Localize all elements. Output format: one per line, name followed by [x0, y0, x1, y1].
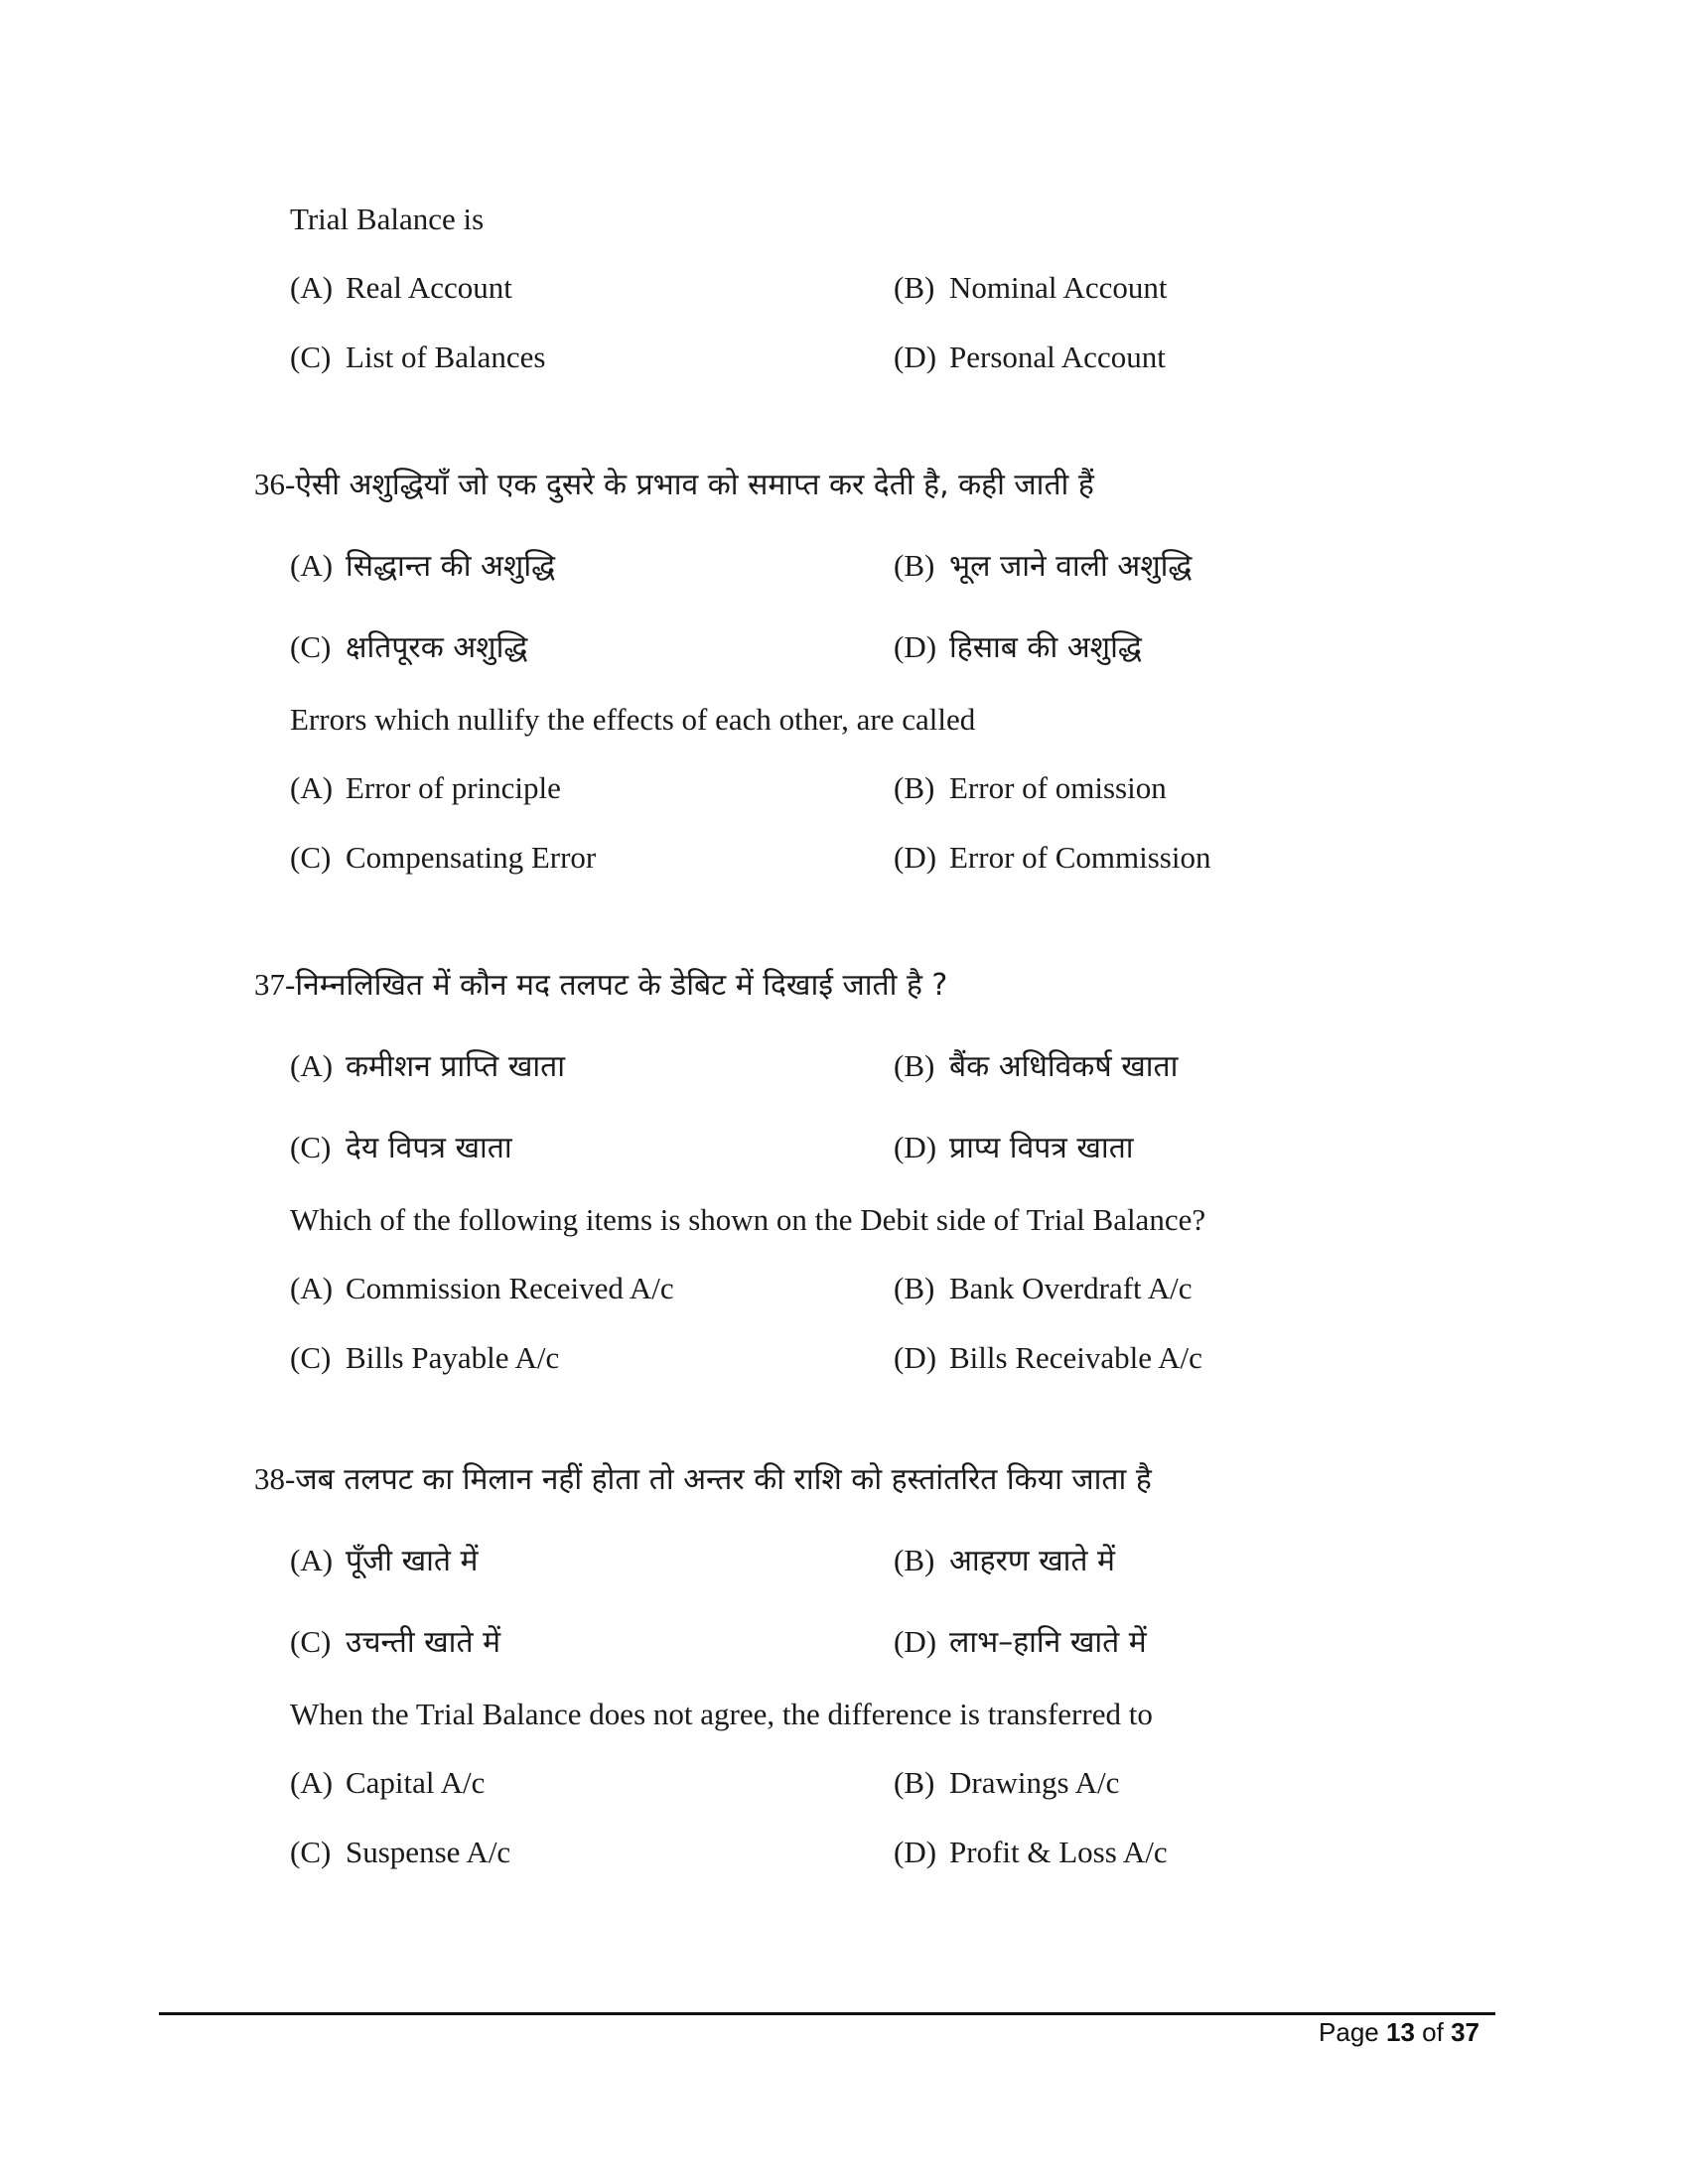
q36-stem-en: Errors which nullify the effects of each other, are called	[290, 702, 976, 737]
option-text: List of Balances	[346, 340, 546, 374]
q37-hi-option-d	[894, 1126, 1134, 1166]
q38-hi-option-a	[290, 1539, 479, 1579]
q38-en-option-a	[290, 1765, 485, 1801]
option-text: Personal Account	[949, 340, 1166, 374]
option-text: Profit & Loss A/c	[949, 1835, 1168, 1869]
option-text: देय विपत्र खाता	[346, 1131, 512, 1165]
option-label: (D)	[894, 1835, 937, 1869]
option-label: (A)	[290, 770, 334, 805]
q35-option-a	[290, 270, 512, 306]
q36-en-option-a	[290, 770, 561, 806]
option-label: (D)	[894, 629, 937, 664]
option-text: Bank Overdraft A/c	[949, 1271, 1193, 1305]
option-text: Bills Receivable A/c	[949, 1340, 1202, 1375]
question-text-hi: जब तलपट का मिलान नहीं होता तो अन्तर की राशि को हस्तांतरित किया जाता है	[295, 1462, 1152, 1497]
q38-en-option-c	[290, 1835, 510, 1870]
q37-en-option-d	[894, 1340, 1202, 1376]
current-page-number: 13	[1386, 2017, 1415, 2047]
option-label: (A)	[290, 1271, 334, 1305]
total-pages-number: 37	[1451, 2017, 1479, 2047]
option-label: (C)	[290, 1835, 332, 1869]
option-text: प्राप्य विपत्र खाता	[949, 1131, 1134, 1165]
option-label: (D)	[894, 1340, 937, 1375]
option-text: Error of Commission	[949, 840, 1211, 875]
option-label: (C)	[290, 1624, 332, 1659]
option-text: Compensating Error	[346, 840, 597, 875]
q38-hi-option-c	[290, 1620, 500, 1661]
q38-hi-option-b	[894, 1539, 1115, 1579]
option-label: (A)	[290, 548, 334, 583]
option-text: बैंक अधिविकर्ष खाता	[949, 1049, 1179, 1084]
option-text: सिद्धान्त की अशुद्धि	[346, 549, 556, 584]
q38-en-option-d	[894, 1835, 1168, 1870]
q38-hi-option-d	[894, 1620, 1147, 1661]
q37-stem-hi	[254, 963, 947, 1004]
q37-hi-option-a	[290, 1044, 565, 1085]
q36-hi-option-b	[894, 544, 1192, 585]
option-label: (A)	[290, 1048, 334, 1083]
q38-stem-hi	[254, 1457, 1152, 1498]
q35-option-b	[894, 270, 1168, 306]
question-number: 37-	[254, 967, 296, 1002]
q37-hi-option-c	[290, 1126, 512, 1166]
q36-hi-option-c	[290, 625, 527, 666]
option-text: हिसाब की अशुद्धि	[949, 630, 1142, 665]
option-text: क्षतिपूरक अशुद्धि	[346, 630, 528, 665]
question-text-hi: ऐसी अशुद्धियाँ जो एक दुसरे के प्रभाव को समाप्त कर देती है, कही जाती हैं	[295, 468, 1094, 502]
option-text: Real Account	[346, 270, 512, 305]
option-label: (C)	[290, 340, 332, 374]
option-text: Commission Received A/c	[346, 1271, 674, 1305]
option-label: (D)	[894, 1130, 937, 1164]
option-label: (D)	[894, 1624, 937, 1659]
option-label: (A)	[290, 1765, 334, 1800]
option-text: Error of omission	[949, 770, 1167, 805]
option-label: (C)	[290, 1130, 332, 1164]
question-number: 36-	[254, 467, 296, 501]
option-text: आहरण खाते में	[949, 1544, 1115, 1578]
option-label: (A)	[290, 1543, 334, 1577]
option-text: Error of principle	[346, 770, 561, 805]
option-text: उचन्ती खाते में	[346, 1625, 501, 1660]
option-label: (C)	[290, 840, 332, 875]
question-text-hi: निम्नलिखित में कौन मद तलपट के डेबिट में दिखाई जाती है ?	[295, 968, 948, 1003]
footer-rule	[159, 2012, 1495, 2015]
option-text: Capital A/c	[346, 1765, 486, 1800]
q36-hi-option-a	[290, 544, 555, 585]
q38-en-option-b	[894, 1765, 1119, 1801]
q36-en-option-d	[894, 840, 1211, 876]
option-label: (B)	[894, 770, 935, 805]
q36-en-option-b	[894, 770, 1167, 806]
q38-stem-en: When the Trial Balance does not agree, the difference is transferred to	[290, 1697, 1153, 1731]
q37-en-option-a	[290, 1271, 674, 1306]
option-label: (B)	[894, 1765, 935, 1800]
option-label: (A)	[290, 270, 334, 305]
option-text: कमीशन प्राप्ति खाता	[346, 1049, 566, 1084]
option-text: Suspense A/c	[346, 1835, 511, 1869]
page-word: Page	[1319, 2017, 1379, 2047]
option-label: (C)	[290, 629, 332, 664]
q35-option-d	[894, 340, 1166, 375]
q35-option-c	[290, 340, 545, 375]
option-text: पूँजी खाते में	[346, 1544, 479, 1578]
option-label: (B)	[894, 1048, 935, 1083]
q35-stem-en: Trial Balance is	[290, 202, 485, 236]
q37-stem-en: Which of the following items is shown on the Debit side of Trial Balance?	[290, 1202, 1206, 1237]
option-text: Bills Payable A/c	[346, 1340, 560, 1375]
q36-hi-option-d	[894, 625, 1142, 666]
option-label: (D)	[894, 840, 937, 875]
option-text: Nominal Account	[949, 270, 1168, 305]
q36-stem-hi	[254, 463, 1094, 503]
q37-en-option-c	[290, 1340, 559, 1376]
option-label: (C)	[290, 1340, 332, 1375]
option-text: लाभ–हानि खाते में	[949, 1625, 1147, 1660]
page-footer	[1319, 2017, 1479, 2048]
option-label: (B)	[894, 1271, 935, 1305]
option-label: (D)	[894, 340, 937, 374]
option-label: (B)	[894, 1543, 935, 1577]
option-text: भूल जाने वाली अशुद्धि	[949, 549, 1193, 584]
option-text: Drawings A/c	[949, 1765, 1120, 1800]
q36-en-option-c	[290, 840, 596, 876]
q37-en-option-b	[894, 1271, 1192, 1306]
q37-hi-option-b	[894, 1044, 1178, 1085]
option-label: (B)	[894, 270, 935, 305]
of-word: of	[1422, 2017, 1444, 2047]
option-label: (B)	[894, 548, 935, 583]
question-number: 38-	[254, 1461, 296, 1496]
